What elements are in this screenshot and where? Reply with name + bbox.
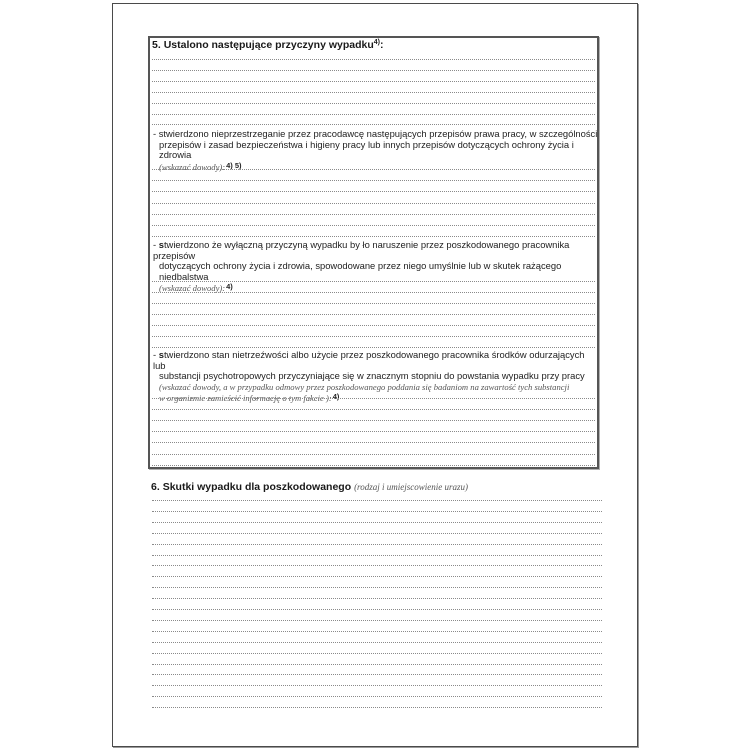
answer-line[interactable] (152, 225, 595, 226)
answer-line[interactable] (152, 303, 595, 304)
answer-line[interactable] (152, 92, 595, 93)
section-5-title: Ustalono następujące przyczyny wypadku (163, 39, 374, 51)
answer-line[interactable] (152, 336, 595, 337)
answer-line[interactable] (152, 442, 595, 443)
paragraph-text: stwierdzono nieprzestrzeganie przez pracodawcę następujących przepisów prawa pracy, w szczególności (158, 128, 598, 139)
answer-line[interactable] (152, 124, 595, 125)
answer-line[interactable] (152, 674, 602, 675)
section-5-footnote-ref: 4) (373, 39, 380, 46)
answer-line[interactable] (152, 609, 602, 610)
answer-line[interactable] (152, 398, 595, 399)
section-5-heading: 5. Ustalono następujące przyczyny wypadku$^{4)}$: (152, 39, 384, 51)
answer-line[interactable] (152, 696, 602, 697)
answer-line[interactable] (152, 431, 595, 432)
answer-line[interactable] (152, 347, 595, 348)
answer-line[interactable] (152, 325, 595, 326)
answer-line[interactable] (152, 565, 602, 566)
answer-line[interactable] (152, 544, 602, 545)
section-6-title: Skutki wypadku dla poszkodowanego (162, 481, 352, 493)
answer-line[interactable] (152, 169, 595, 170)
answer-line[interactable] (152, 598, 602, 599)
answer-line[interactable] (152, 454, 595, 455)
answer-line[interactable] (152, 180, 595, 181)
answer-line[interactable] (152, 420, 595, 421)
answer-line[interactable] (152, 664, 602, 665)
answer-line[interactable] (152, 203, 595, 204)
footnote-ref: 4) (332, 391, 340, 401)
answer-line[interactable] (152, 631, 602, 632)
answer-line[interactable] (152, 555, 602, 556)
paragraph-text: twierdzono stan nietrzeźwości albo użycie przez poszkodowanego pracownika środków odurzających lub (153, 349, 585, 371)
answer-line[interactable] (152, 533, 602, 534)
answer-line[interactable] (152, 576, 602, 577)
answer-line[interactable] (152, 292, 595, 293)
footnote-ref: 4) 5) (226, 160, 242, 170)
section-6-heading (151, 481, 468, 493)
answer-line[interactable] (152, 191, 595, 192)
answer-line[interactable] (152, 409, 595, 410)
answer-line[interactable] (152, 314, 595, 315)
answer-line[interactable] (152, 522, 602, 523)
section-6-number: 6. (151, 481, 160, 493)
hint-text-continued: w organizmie zamieścić informację o tym fakcie ): (159, 392, 332, 403)
section-6-hint: (rodzaj i umiejscowienie urazu) (354, 482, 468, 492)
answer-line[interactable] (152, 59, 595, 60)
answer-line[interactable] (152, 620, 602, 621)
answer-line[interactable] (152, 707, 602, 708)
answer-line[interactable] (152, 587, 602, 588)
paragraph-text: twierdzono że wyłączną przyczyną wypadku by ło naruszenie przez poszkodowanego pracownika przepisów (153, 239, 570, 261)
answer-line[interactable] (152, 214, 595, 215)
answer-line[interactable] (152, 465, 595, 466)
answer-line[interactable] (152, 236, 595, 237)
answer-line[interactable] (152, 500, 602, 501)
answer-line[interactable] (152, 103, 595, 104)
hint-text: (wskazać dowody): (159, 161, 226, 172)
answer-line[interactable] (152, 642, 602, 643)
answer-line[interactable] (152, 685, 602, 686)
answer-line[interactable] (152, 653, 602, 654)
answer-line[interactable] (152, 81, 595, 82)
answer-line[interactable] (152, 281, 595, 282)
answer-line[interactable] (152, 114, 595, 115)
hint-text: (wskazać dowody, a w przypadku odmowy przez poszkodowanego poddania się badaniom na zawartość tych substancji (159, 381, 570, 392)
cause-intoxication-paragraph: - stwierdzono stan nietrzeźwości albo użycie przez poszkodowanego pracownika środków odurzających lub substancji psychotropowych przyczyniające się w znacznym stopniu do powstania wypadku przy pracy (wskazać dowody, a w przypadku odmowy przez poszkodowanego poddania się badaniom na zawartość tych substancji w organizmie zamieścić informację o tym fakcie ):$^{4)}$ (153, 350, 598, 403)
cause-employee-violation-paragraph: - stwierdzono że wyłączną przyczyną wypadku by ło naruszenie przez poszkodowanego pracownika przepisów dotyczących ochrony życia i zdrowia, spowodowane przez niego umyślnie lub w skutek rażącego niedbalstwa (wskazać dowody):$^{4)}$ (153, 239, 570, 294)
answer-line[interactable] (152, 70, 595, 71)
section-5-number: 5. (152, 39, 161, 51)
cause-employer-violations-paragraph: - stwierdzono nieprzestrzeganie przez pracodawcę następujących przepisów prawa pracy, w szczególności przepisów i zasad bezpieczeństwa i higieny pracy lub innych przepisów dotyczących ochrony życia i zdrowia (wskazać dowody):$^{4) 5)}$ (153, 128, 598, 172)
answer-line[interactable] (152, 511, 602, 512)
footnote-ref: 4) (226, 282, 233, 292)
hint-text: (wskazać dowody): (159, 283, 226, 294)
